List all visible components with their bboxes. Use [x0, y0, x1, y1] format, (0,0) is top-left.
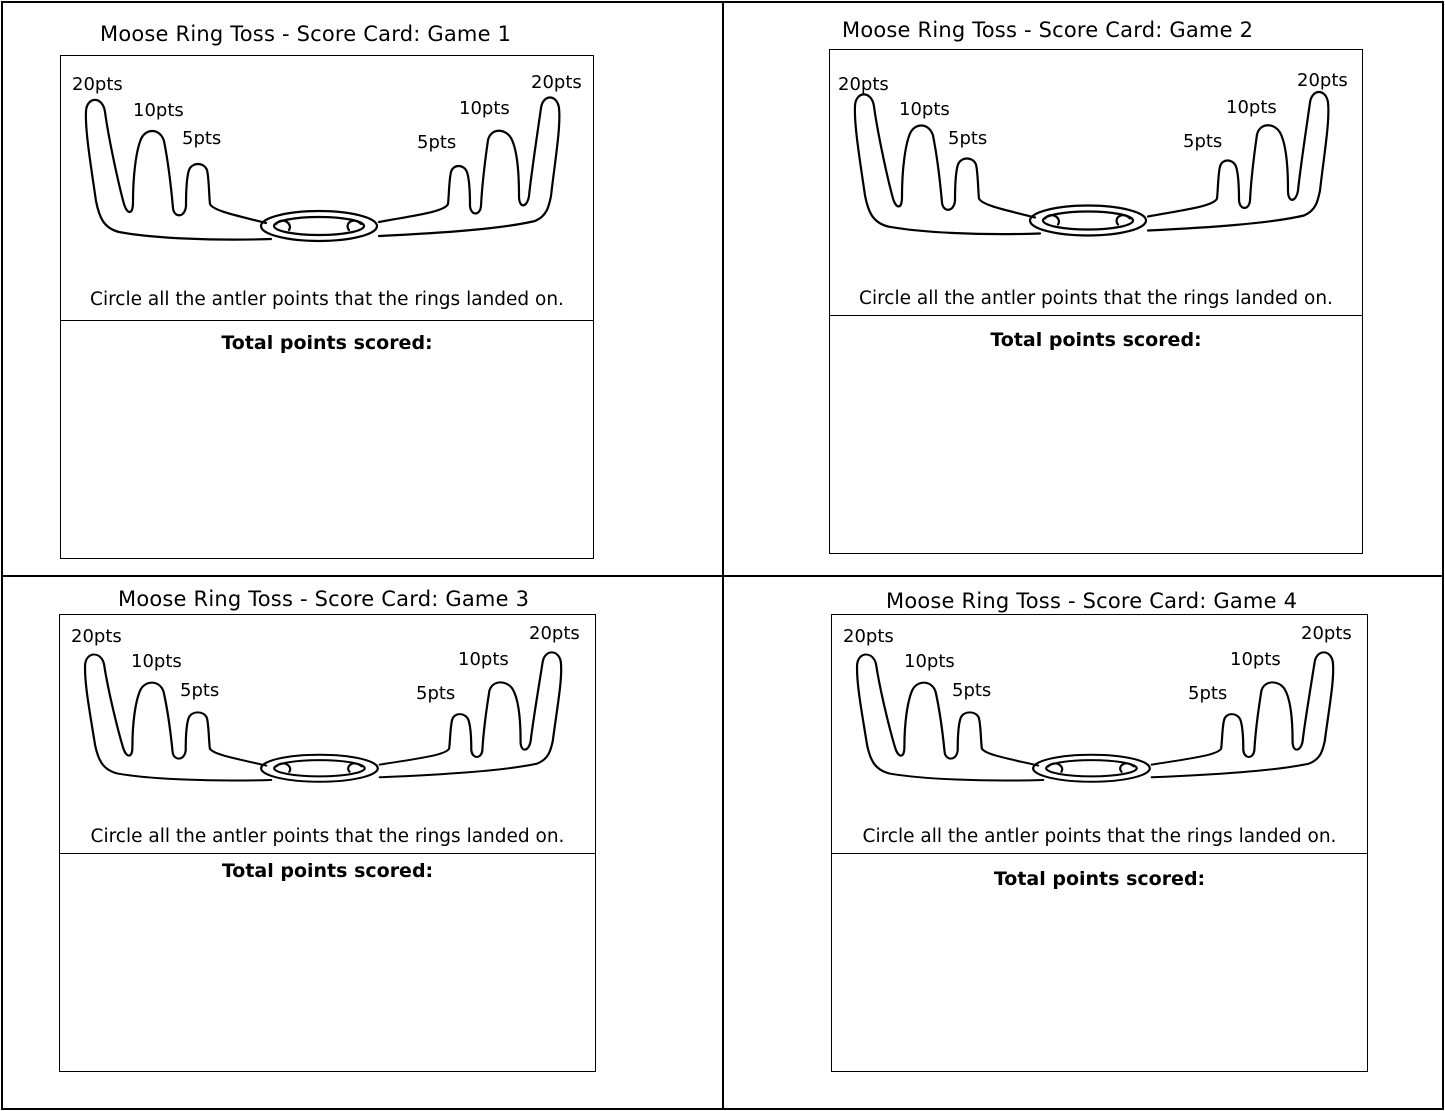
- points-label-middle-left[interactable]: 10pts: [133, 100, 184, 121]
- points-label-outer-left[interactable]: 20pts: [838, 74, 889, 95]
- card-title: Moose Ring Toss - Score Card: Game 4: [886, 589, 1298, 613]
- card-title: Moose Ring Toss - Score Card: Game 1: [100, 22, 512, 46]
- antler-diagram: [60, 615, 595, 854]
- total-points-label: Total points scored:: [221, 860, 434, 882]
- points-label-outer-left[interactable]: 20pts: [843, 626, 894, 647]
- points-label-outer-right[interactable]: 20pts: [1301, 623, 1352, 644]
- card-title: Moose Ring Toss - Score Card: Game 3: [118, 587, 530, 611]
- points-label-outer-right[interactable]: 20pts: [1297, 70, 1348, 91]
- total-points-label: Total points scored:: [990, 329, 1202, 351]
- moose-antler-icon: [830, 50, 1364, 315]
- points-label-inner-right[interactable]: 5pts: [417, 132, 457, 153]
- points-label-inner-left[interactable]: 5pts: [180, 680, 220, 701]
- moose-antler-icon: [61, 56, 595, 320]
- points-label-outer-left[interactable]: 20pts: [71, 626, 122, 647]
- points-label-middle-right[interactable]: 10pts: [1230, 649, 1281, 670]
- card-box: [829, 49, 1363, 554]
- points-label-outer-right[interactable]: 20pts: [531, 72, 582, 93]
- card-box: [59, 614, 596, 1072]
- points-label-middle-left[interactable]: 10pts: [131, 651, 182, 672]
- instruction-text: Circle all the antler points that the rings landed on.: [90, 289, 564, 310]
- antler-diagram: [832, 615, 1367, 854]
- points-label-inner-left[interactable]: 5pts: [952, 680, 992, 701]
- points-label-inner-right[interactable]: 5pts: [1188, 683, 1228, 704]
- points-label-inner-left[interactable]: 5pts: [948, 128, 988, 149]
- points-label-middle-right[interactable]: 10pts: [1226, 97, 1277, 118]
- card-title: Moose Ring Toss - Score Card: Game 2: [842, 18, 1254, 42]
- points-label-middle-left[interactable]: 10pts: [904, 651, 955, 672]
- points-label-middle-right[interactable]: 10pts: [459, 98, 510, 119]
- card-box: [831, 614, 1368, 1072]
- points-label-inner-left[interactable]: 5pts: [182, 128, 222, 149]
- antler-diagram: [61, 56, 593, 321]
- points-label-middle-left[interactable]: 10pts: [899, 99, 950, 120]
- card-box: [60, 55, 594, 559]
- instruction-text: Circle all the antler points that the rings landed on.: [862, 826, 1337, 847]
- points-label-outer-right[interactable]: 20pts: [529, 623, 580, 644]
- points-label-outer-left[interactable]: 20pts: [72, 74, 123, 95]
- points-label-middle-right[interactable]: 10pts: [458, 649, 509, 670]
- points-label-inner-right[interactable]: 5pts: [416, 683, 456, 704]
- total-points-label: Total points scored:: [221, 332, 433, 354]
- total-points-label: Total points scored:: [993, 868, 1206, 890]
- instruction-text: Circle all the antler points that the rings landed on.: [90, 826, 565, 847]
- antler-diagram: [830, 50, 1362, 316]
- points-label-inner-right[interactable]: 5pts: [1183, 131, 1223, 152]
- instruction-text: Circle all the antler points that the rings landed on.: [859, 288, 1333, 309]
